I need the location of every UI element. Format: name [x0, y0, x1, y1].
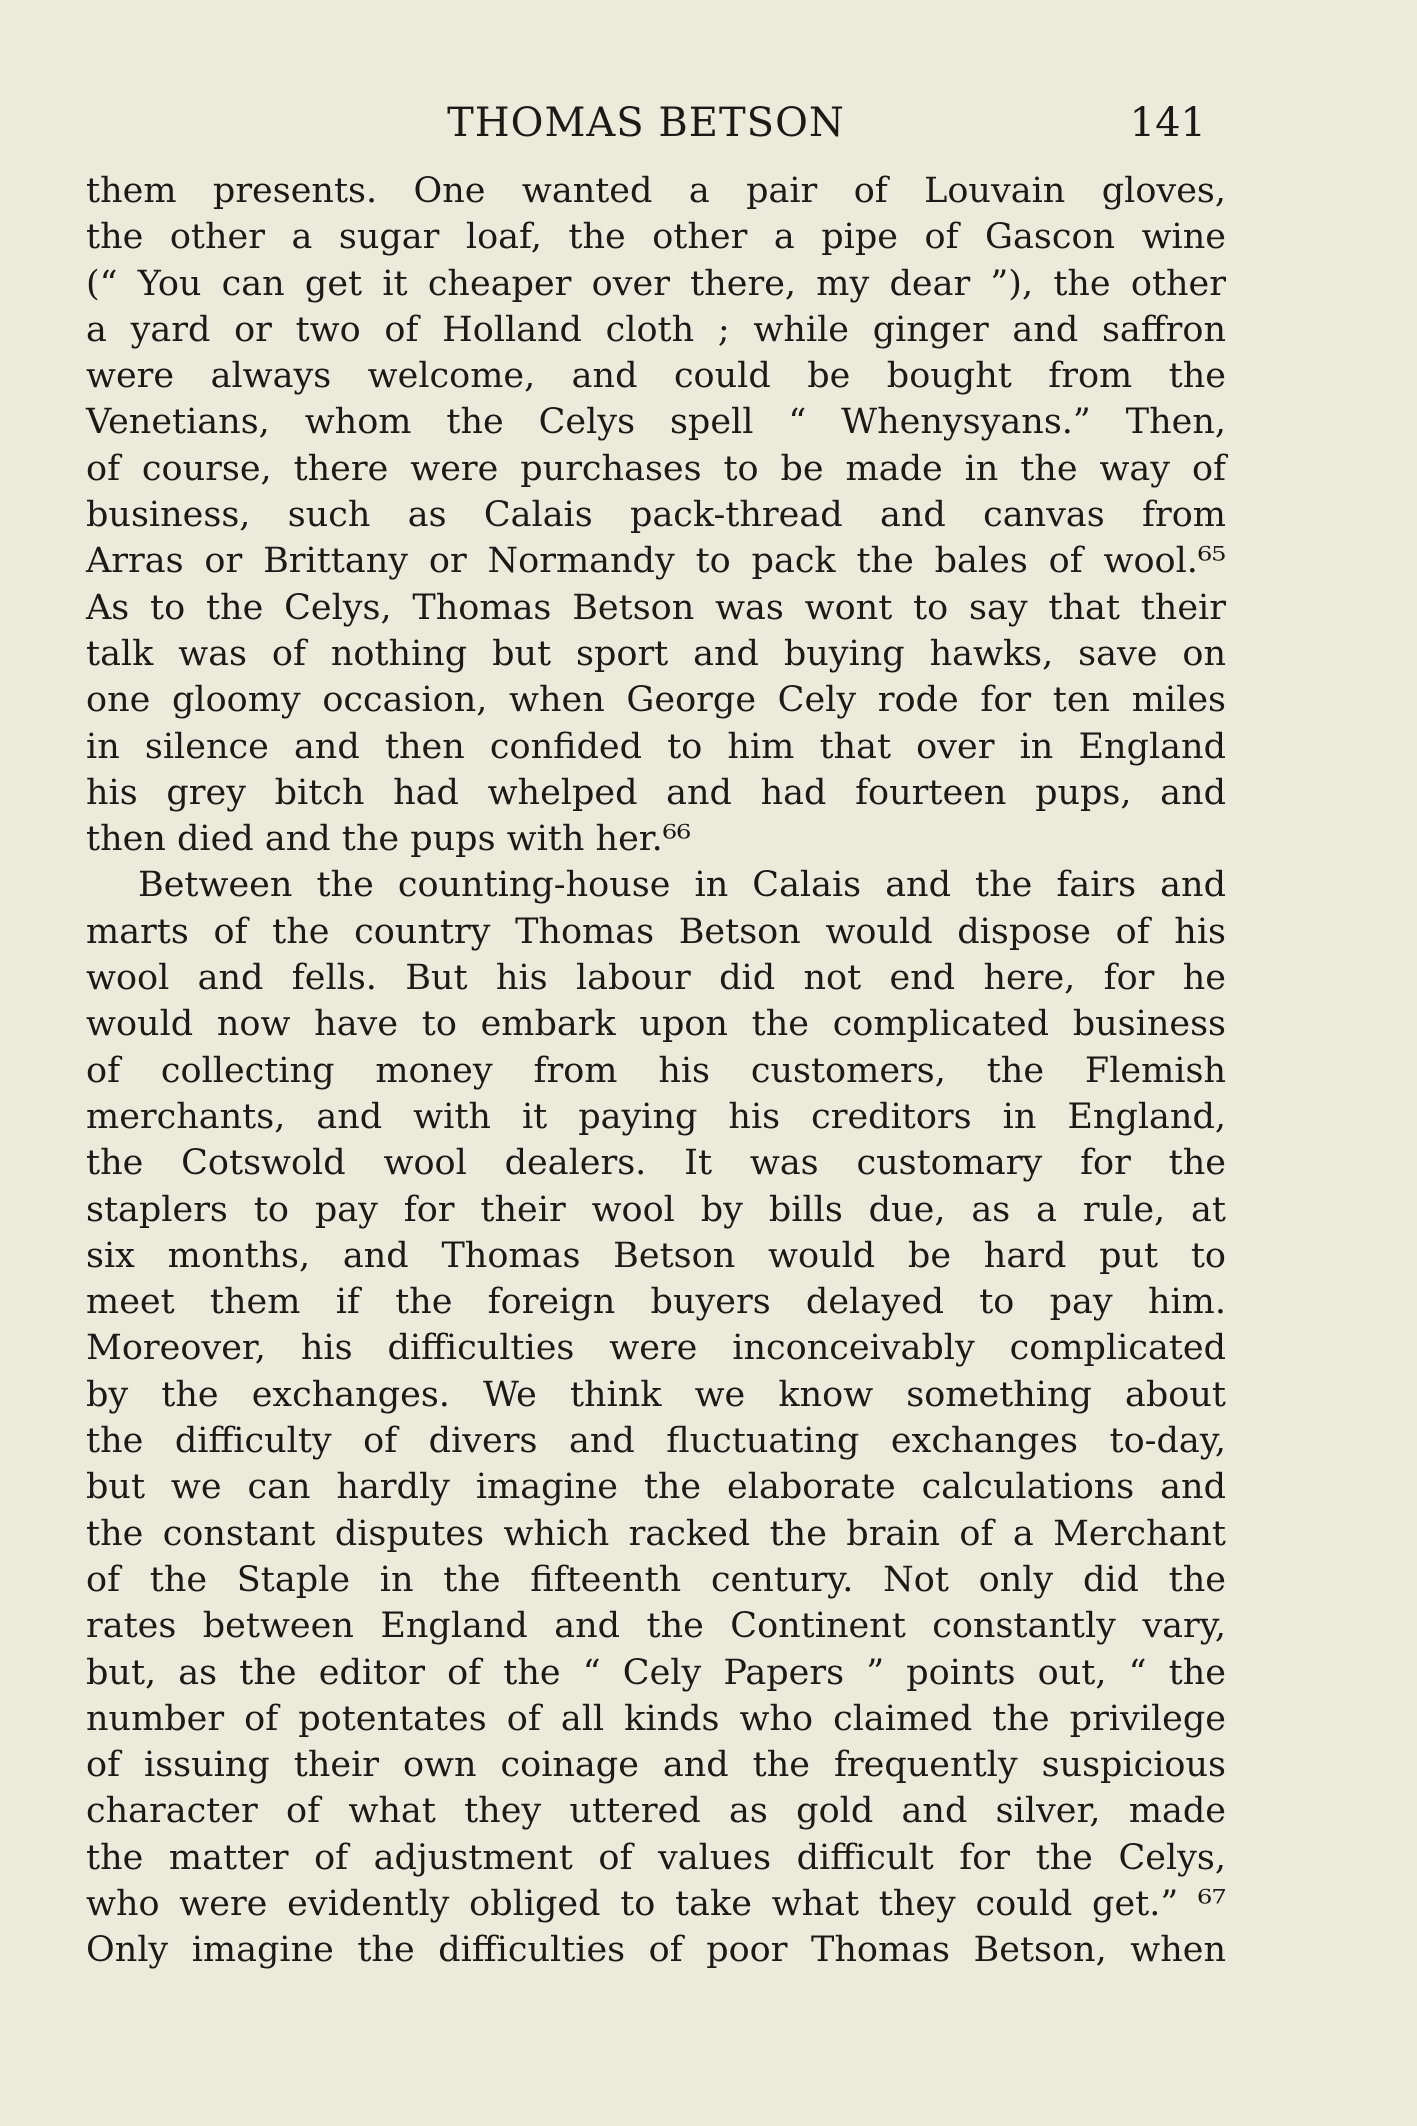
text-line: staplers to pay for their wool by bills due, as a rule, at: [86, 1189, 1226, 1230]
text-line: were always welcome, and could be bought from the: [86, 356, 1226, 397]
text-line: marts of the country Thomas Betson would dispose of his: [86, 911, 1226, 952]
text-line: business, such as Calais pack-thread and canvas from: [86, 495, 1226, 536]
text-line: his grey bitch had whelped and had fourteen pups, and: [86, 772, 1226, 813]
text-line: of collecting money from his customers, the Flemish: [86, 1050, 1226, 1091]
text-line: then died and the pups with her.⁶⁶: [86, 819, 691, 860]
text-line: rates between England and the Continent constantly vary,: [86, 1606, 1226, 1647]
text-line: merchants, and with it paying his creditors in England,: [86, 1096, 1226, 1137]
text-line: of issuing their own coinage and the frequently suspicious: [86, 1745, 1226, 1786]
text-line: Only imagine the difficulties of poor Thomas Betson, when: [86, 1930, 1226, 1971]
text-line: a yard or two of Holland cloth ; while ginger and saffron: [86, 309, 1226, 350]
text-line: of course, there were purchases to be made in the way of: [86, 448, 1226, 489]
body-text: [86, 168, 1226, 1974]
text-line: in silence and then confided to him that over in England: [86, 726, 1226, 767]
text-line: meet them if the foreign buyers delayed to pay him.: [86, 1282, 1226, 1323]
text-line: wool and fells. But his labour did not end here, for he: [86, 958, 1226, 999]
text-line: of the Staple in the fifteenth century. Not only did the: [86, 1559, 1226, 1600]
text-line: the constant disputes which racked the brain of a Merchant: [86, 1513, 1226, 1554]
text-line: would now have to embark upon the complicated business: [86, 1004, 1226, 1045]
text-line: six months, and Thomas Betson would be hard put to: [86, 1235, 1226, 1276]
text-line: the Cotswold wool dealers. It was customary for the: [86, 1143, 1226, 1184]
text-line: but, as the editor of the “ Cely Papers ” points out, “ the: [86, 1652, 1226, 1693]
text-line: the other a sugar loaf, the other a pipe of Gascon wine: [86, 217, 1226, 258]
paragraph-2: [86, 862, 1226, 1973]
text-line: number of potentates of all kinds who claimed the privilege: [86, 1698, 1226, 1739]
text-line: who were evidently obliged to take what they could get.” ⁶⁷: [86, 1883, 1226, 1924]
text-line: the matter of adjustment of values difficult for the Celys,: [86, 1837, 1226, 1878]
paragraph-1: [86, 168, 1226, 862]
text-line: character of what they uttered as gold and silver, made: [86, 1791, 1226, 1832]
text-line: Venetians, whom the Celys spell “ Whenysyans.” Then,: [86, 402, 1226, 443]
text-line: by the exchanges. We think we know something about: [86, 1374, 1226, 1415]
text-line: talk was of nothing but sport and buying hawks, save on: [86, 633, 1226, 674]
text-line: Moreover, his difficulties were inconceivably complicated: [86, 1328, 1226, 1369]
text-line: one gloomy occasion, when George Cely rode for ten miles: [86, 680, 1226, 721]
page-number: 141: [1129, 100, 1206, 146]
text-line: the difficulty of divers and fluctuating exchanges to-day,: [86, 1421, 1226, 1462]
running-head: [86, 100, 1206, 150]
text-line: As to the Celys, Thomas Betson was wont to say that their: [86, 587, 1226, 628]
running-title: THOMAS BETSON: [447, 100, 845, 146]
text-line: (“ You can get it cheaper over there, my dear ”), the other: [86, 263, 1226, 304]
text-line: them presents. One wanted a pair of Louvain gloves,: [86, 171, 1226, 211]
text-line: Arras or Brittany or Normandy to pack the bales of wool.⁶⁵: [86, 541, 1226, 582]
text-line: Between the counting-house in Calais and the fairs and: [138, 865, 1226, 906]
text-line: but we can hardly imagine the elaborate calculations and: [86, 1467, 1226, 1508]
